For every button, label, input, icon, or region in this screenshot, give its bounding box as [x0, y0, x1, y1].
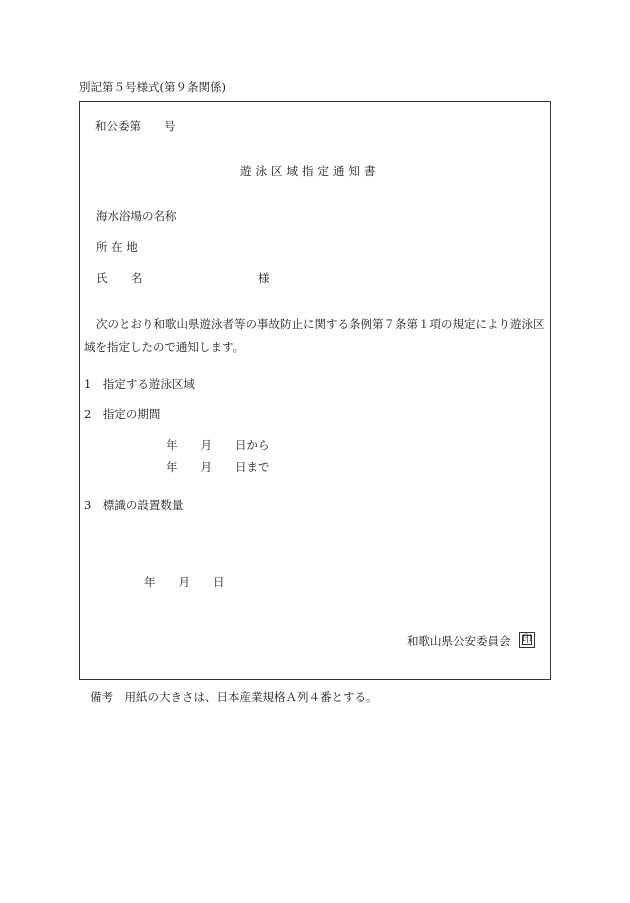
period-from: 年 月 日から [166, 438, 270, 452]
body-text-line-1: 次のとおり和歌山県遊泳者等の事故防止に関する条例第７条第１項の規定により遊泳区 [96, 317, 545, 331]
document-title: 遊泳区域指定通知書 [240, 164, 380, 178]
period-to: 年 月 日まで [166, 460, 270, 474]
name-label-first: 氏 [96, 271, 108, 285]
name-label-second: 名 [131, 271, 143, 285]
item-period: 2 指定の期間 [84, 407, 161, 421]
form-label: 別記第５号様式(第９条関係) [79, 80, 226, 94]
location-label: 所 在 地 [96, 240, 138, 254]
item-sign-quantity: 3 標識の設置数量 [84, 498, 184, 512]
document-number: 和公委第 号 [95, 119, 176, 133]
seal-label: 印 [522, 634, 532, 645]
issuer-name: 和歌山県公安委員会 [407, 634, 511, 648]
issue-date: 年 月 日 [144, 575, 225, 589]
seal-stamp [519, 632, 535, 648]
item-designated-area: 1 指定する遊泳区域 [84, 377, 195, 391]
body-text-line-2: 域を指定したので通知します。 [84, 340, 245, 354]
beach-name-label: 海水浴場の名称 [96, 209, 177, 223]
honorific: 様 [258, 271, 270, 285]
note: 備考 用紙の大きさは、日本産業規格Ａ列４番とする。 [90, 690, 378, 704]
